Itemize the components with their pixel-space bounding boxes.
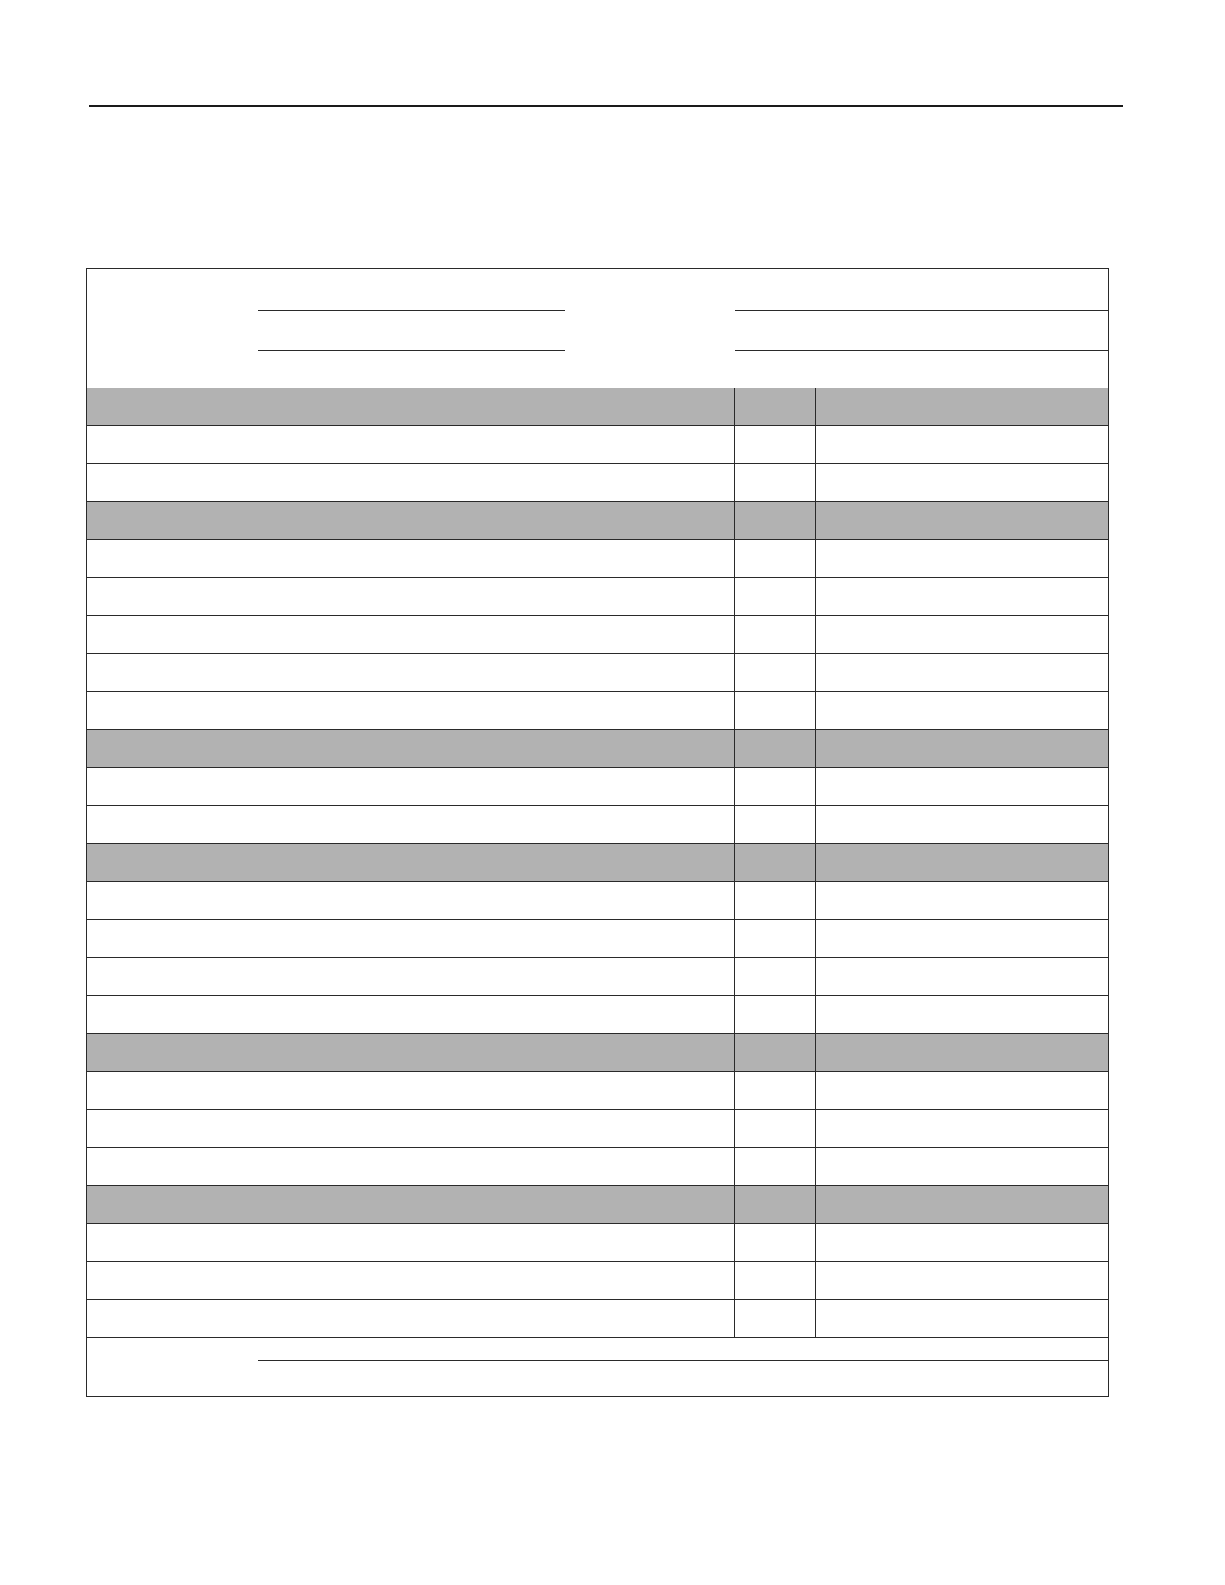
item-cell: [87, 502, 735, 539]
item-cell[interactable]: [87, 692, 735, 729]
item-cell[interactable]: [87, 426, 735, 463]
note-cell[interactable]: [816, 540, 1108, 577]
table-row: [87, 1110, 1108, 1148]
form-header: [87, 269, 1108, 389]
mid-cell: [735, 1186, 816, 1223]
item-cell[interactable]: [87, 806, 735, 843]
table-row: [87, 768, 1108, 806]
mid-cell[interactable]: [735, 1110, 816, 1147]
item-cell: [87, 1034, 735, 1071]
table-row: [87, 1072, 1108, 1110]
note-cell[interactable]: [816, 1110, 1108, 1147]
mid-cell: [735, 388, 816, 425]
table-row: [87, 616, 1108, 654]
note-cell[interactable]: [816, 654, 1108, 691]
mid-cell[interactable]: [735, 1072, 816, 1109]
mid-cell: [735, 502, 816, 539]
item-cell: [87, 730, 735, 767]
item-cell[interactable]: [87, 1110, 735, 1147]
note-cell[interactable]: [816, 958, 1108, 995]
note-cell[interactable]: [816, 464, 1108, 501]
item-cell[interactable]: [87, 882, 735, 919]
item-cell[interactable]: [87, 920, 735, 957]
mid-cell[interactable]: [735, 578, 816, 615]
table-row: [87, 426, 1108, 464]
table-row: [87, 654, 1108, 692]
note-cell: [816, 1186, 1108, 1223]
note-cell: [816, 844, 1108, 881]
note-cell[interactable]: [816, 1148, 1108, 1185]
checklist-form: [86, 268, 1109, 1397]
mid-cell[interactable]: [735, 654, 816, 691]
note-cell[interactable]: [816, 1224, 1108, 1261]
table-row: [87, 578, 1108, 616]
item-cell: [87, 388, 735, 425]
note-cell: [816, 1034, 1108, 1071]
mid-cell[interactable]: [735, 768, 816, 805]
table-row: [87, 920, 1108, 958]
table-row: [87, 996, 1108, 1034]
section-header-row: [87, 730, 1108, 768]
item-cell[interactable]: [87, 1224, 735, 1261]
header-field-1-line[interactable]: [258, 310, 565, 311]
note-cell: [816, 388, 1108, 425]
form-footer: [87, 1325, 1108, 1396]
mid-cell[interactable]: [735, 426, 816, 463]
note-cell[interactable]: [816, 806, 1108, 843]
section-header-row: [87, 844, 1108, 882]
item-cell[interactable]: [87, 654, 735, 691]
note-cell[interactable]: [816, 882, 1108, 919]
item-cell[interactable]: [87, 578, 735, 615]
table-row: [87, 464, 1108, 502]
section-header-row: [87, 502, 1108, 540]
footer-field-line[interactable]: [258, 1360, 1108, 1361]
item-cell[interactable]: [87, 540, 735, 577]
mid-cell[interactable]: [735, 616, 816, 653]
table-row: [87, 1224, 1108, 1262]
mid-cell[interactable]: [735, 464, 816, 501]
item-cell[interactable]: [87, 996, 735, 1033]
mid-cell: [735, 844, 816, 881]
mid-cell[interactable]: [735, 1148, 816, 1185]
table-row: [87, 1262, 1108, 1300]
header-field-2-line[interactable]: [735, 310, 1108, 311]
item-cell[interactable]: [87, 768, 735, 805]
note-cell[interactable]: [816, 920, 1108, 957]
table-row: [87, 958, 1108, 996]
mid-cell[interactable]: [735, 920, 816, 957]
section-header-row: [87, 1186, 1108, 1224]
table-row: [87, 1148, 1108, 1186]
mid-cell[interactable]: [735, 882, 816, 919]
table-row: [87, 540, 1108, 578]
note-cell[interactable]: [816, 692, 1108, 729]
page-top-rule: [89, 105, 1123, 107]
item-cell[interactable]: [87, 1148, 735, 1185]
mid-cell[interactable]: [735, 958, 816, 995]
section-header-row: [87, 388, 1108, 426]
note-cell[interactable]: [816, 1262, 1108, 1299]
header-field-3-line[interactable]: [258, 350, 565, 351]
note-cell[interactable]: [816, 426, 1108, 463]
item-cell[interactable]: [87, 1262, 735, 1299]
note-cell: [816, 502, 1108, 539]
item-cell[interactable]: [87, 464, 735, 501]
table-row: [87, 806, 1108, 844]
mid-cell[interactable]: [735, 540, 816, 577]
note-cell[interactable]: [816, 1072, 1108, 1109]
mid-cell[interactable]: [735, 692, 816, 729]
item-cell: [87, 844, 735, 881]
mid-cell[interactable]: [735, 996, 816, 1033]
note-cell[interactable]: [816, 768, 1108, 805]
item-cell[interactable]: [87, 958, 735, 995]
mid-cell[interactable]: [735, 1262, 816, 1299]
note-cell[interactable]: [816, 996, 1108, 1033]
table-row: [87, 882, 1108, 920]
header-field-4-line[interactable]: [735, 350, 1108, 351]
checklist-table: [87, 388, 1108, 1338]
note-cell[interactable]: [816, 616, 1108, 653]
section-header-row: [87, 1034, 1108, 1072]
mid-cell[interactable]: [735, 806, 816, 843]
item-cell[interactable]: [87, 616, 735, 653]
note-cell[interactable]: [816, 578, 1108, 615]
table-row: [87, 692, 1108, 730]
mid-cell: [735, 730, 816, 767]
item-cell: [87, 1186, 735, 1223]
mid-cell: [735, 1034, 816, 1071]
note-cell: [816, 730, 1108, 767]
item-cell[interactable]: [87, 1072, 735, 1109]
mid-cell[interactable]: [735, 1224, 816, 1261]
